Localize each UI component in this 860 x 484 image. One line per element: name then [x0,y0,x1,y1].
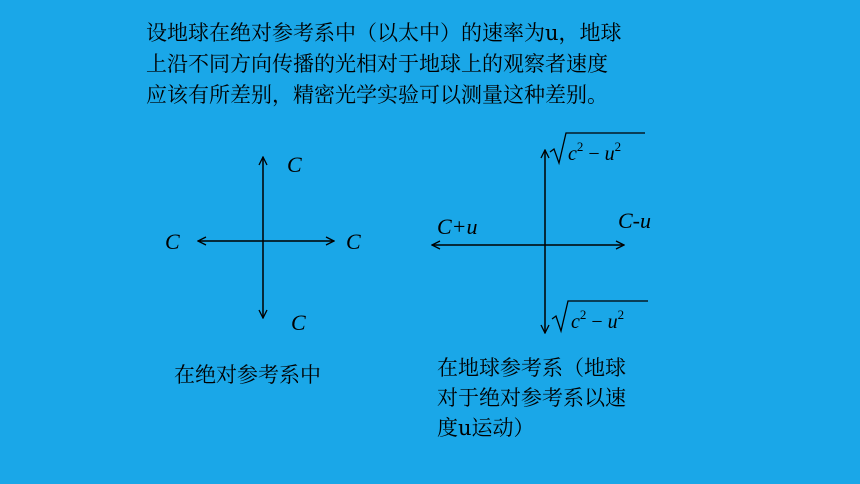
right-label-left: C+u [437,214,478,239]
intro-line-3: 应该有所差别，精密光学实验可以测量这种差别。 [146,83,608,107]
right-diagram [432,133,651,333]
right-caption-line-2: 对于绝对参考系以速 [437,386,626,410]
intro-line-2: 上沿不同方向传播的光相对于地球上的观察者速度 [146,52,608,76]
right-caption-line-3: 度u运动） [437,416,535,440]
right-caption-line-1: 在地球参考系（地球 [437,356,626,380]
left-label-left: C [165,229,180,254]
sqrt-expression-bottom: $c^2 - u^2$ [571,307,625,333]
right-caption [437,353,626,443]
left-caption [174,360,321,390]
left-caption-text: 在绝对参考系中 [174,363,321,387]
left-label-up: C [287,152,302,177]
left-label-down: C [291,310,306,335]
left-label-right: C [346,229,361,254]
left-diagram [165,152,361,335]
right-label-right: C-u [618,208,651,233]
intro-line-1: 设地球在绝对参考系中（以太中）的速率为u，地球 [146,21,622,45]
sqrt-expression-top: $c^2 - u^2$ [568,139,622,165]
